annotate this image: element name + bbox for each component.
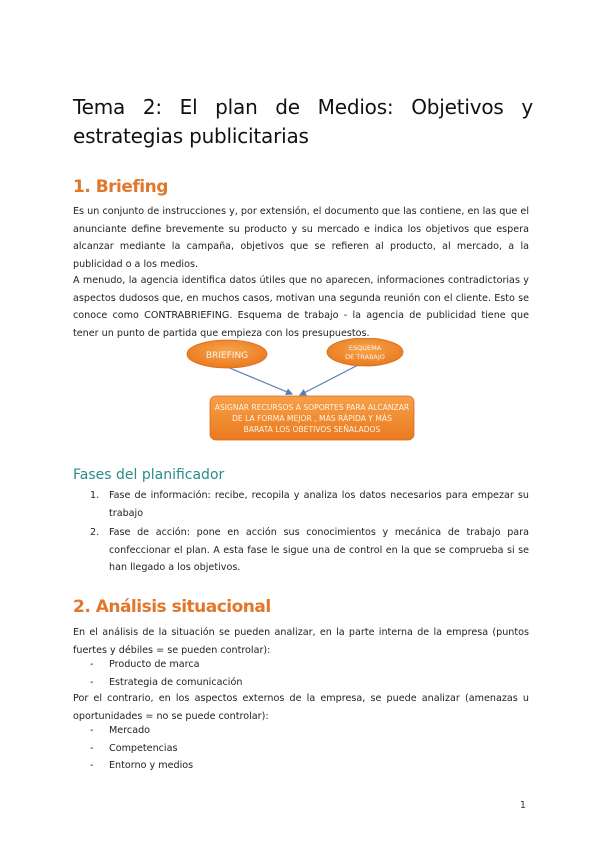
objective-box-line-3: BARATA LOS OBETIVOS SEÑALADOS bbox=[243, 425, 381, 434]
briefing-diagram bbox=[180, 338, 430, 443]
list-item-text: Fase de información: recibe, recopila y analiza los datos necesarios para empezar su trabajo bbox=[109, 490, 529, 519]
esquema-oval-label-2: DE TRABAJO bbox=[345, 353, 385, 361]
section-heading-analisis: 2. Análisis situacional bbox=[73, 597, 271, 617]
list-item: - Mercado bbox=[90, 725, 151, 736]
list-item: - Competencias bbox=[90, 742, 178, 754]
analisis-paragraph-2: Por el contrario, en los aspectos externos de la empresa, se puede analizar (amenazas u oportunidades = no se puede controlar): bbox=[73, 693, 529, 722]
esquema-oval-label-1: ESQUEMA bbox=[348, 344, 382, 352]
list-item-text: Estrategia de comunicación bbox=[109, 676, 243, 688]
page-title: Tema 2: El plan de Medios: Objetivos y estrategias publicitarias bbox=[73, 95, 533, 148]
list-item-text: Producto de marca bbox=[109, 659, 200, 670]
list-item-text: Competencias bbox=[109, 742, 178, 754]
arrow-right bbox=[300, 364, 360, 395]
list-item-text: Fase de acción: pone en acción sus conocimientos y mecánica de trabajo para confeccionar el plan. A esta fase le sigue una de control en la que se comprueba si se han llegado a los objetivos. bbox=[109, 527, 529, 573]
list-item-text: Entorno y medios bbox=[109, 760, 194, 771]
page-number: 1 bbox=[519, 800, 526, 811]
briefing-paragraph-2: A menudo, la agencia identifica datos útiles que no aparecen, informaciones contradictorias y aspectos dudosos que, en muchos casos, motivan una segunda reunión con el cliente. Esto se conoce como CONTRABRIEFING. Esquema de trabajo - la agencia de publicidad tiene que tener un punto de partida que empieza con los presupuestos. bbox=[73, 275, 529, 339]
list-item: - Estrategia de comunicación bbox=[90, 676, 243, 688]
list-item bbox=[73, 487, 529, 522]
esquema-oval bbox=[327, 338, 403, 366]
list-item: - Entorno y medios bbox=[90, 760, 194, 771]
objective-box-line-1: ASIGNAR RECURSOS A SOPORTES PARA ALCANZAR bbox=[214, 403, 410, 412]
list-item: - Producto de marca bbox=[90, 659, 200, 670]
briefing-oval-label: BRIEFING bbox=[205, 351, 249, 361]
list-item bbox=[73, 524, 529, 577]
arrow-left bbox=[220, 364, 292, 394]
external-aspects-list bbox=[73, 722, 529, 775]
fases-list bbox=[73, 487, 529, 579]
briefing-paragraph-1: Es un conjunto de instrucciones y, por extensión, el documento que las contiene, en las que el anunciante define brevemente su producto y su mercado e indica los objetivos que espera alcanzar mediante la campaña, objetivos que se refieren al producto, al mercado, a la publicidad o a los medios. bbox=[73, 206, 529, 270]
list-item-text: Mercado bbox=[109, 725, 151, 736]
subheading-fases: Fases del planificador bbox=[73, 467, 225, 483]
analisis-paragraph-1: En el análisis de la situación se pueden analizar, en la parte interna de la empresa (puntos fuertes y débiles = se pueden controlar): bbox=[73, 627, 529, 656]
section-heading-briefing: 1. Briefing bbox=[73, 177, 168, 197]
objective-box-line-2: DE LA FORMA MEJOR , MÁS RÁPIDA Y MÁS bbox=[232, 414, 392, 423]
list-item-number: 1. bbox=[90, 490, 100, 501]
internal-aspects-list bbox=[73, 656, 529, 691]
list-item-number: 2. bbox=[90, 527, 100, 538]
